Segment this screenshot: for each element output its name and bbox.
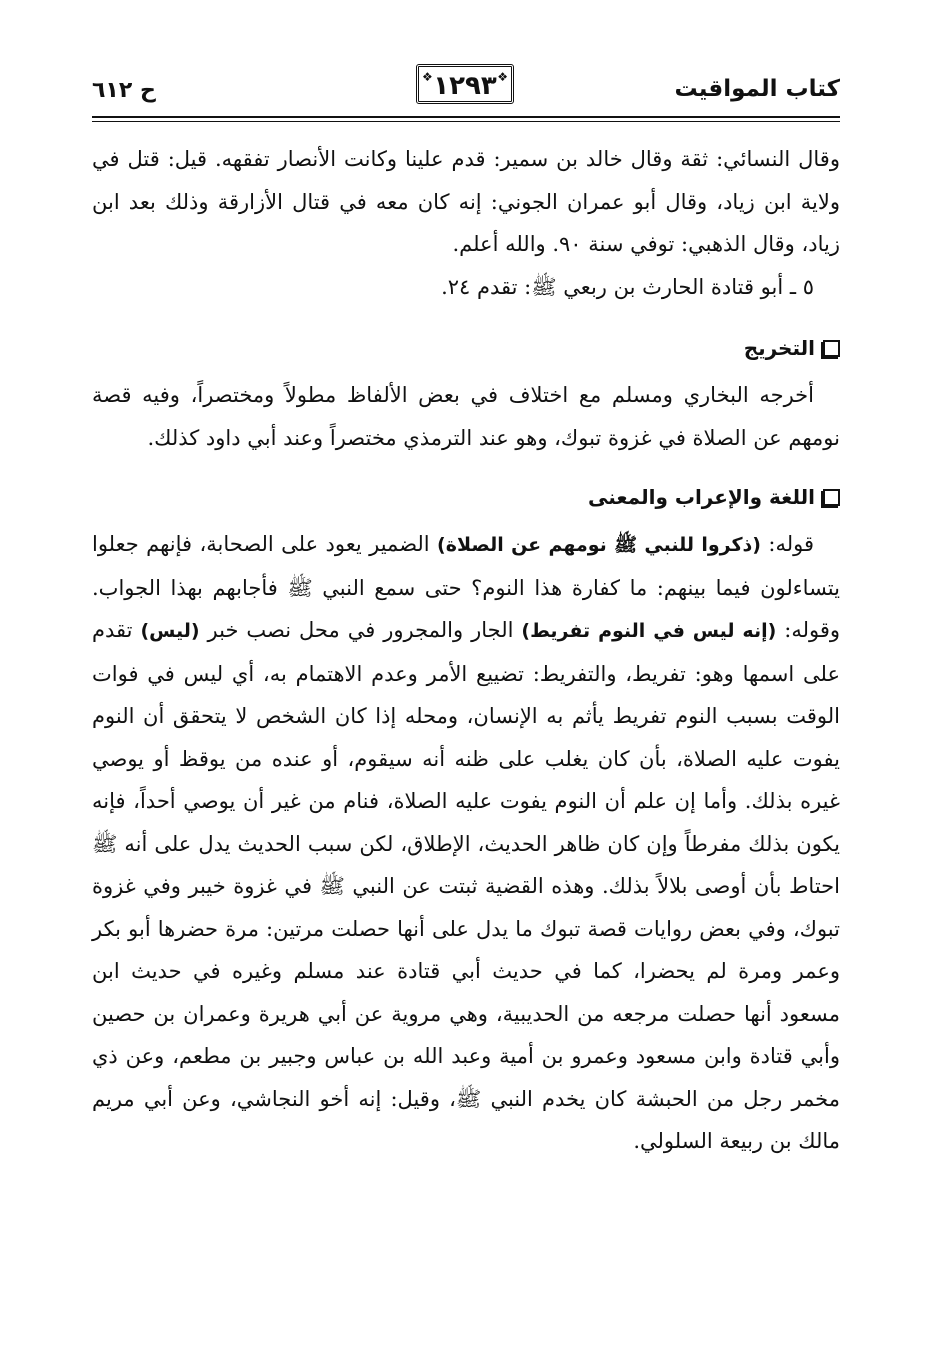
text-run: الجار والمجرور في محل نصب خبر xyxy=(199,618,522,642)
text-run: قوله: xyxy=(760,532,815,556)
intro-paragraph: وقال النسائي: ثقة وقال خالد بن سمير: قدم علينا وكانت الأنصار تفقهه. قيل: قتل في ولاية ابن زياد، وقال أبو عمران الجوني: إنه كان معه في قتال الأزارقة وذلك بعد ابن زياد، وقال الذهبي: توفي سنة ٩٠. والله أعلم. xyxy=(92,147,840,256)
book-title: كتاب المواقيت xyxy=(674,76,840,102)
section-heading-label: التخريج xyxy=(743,336,815,360)
quoted-phrase: (إنه ليس في النوم تفريط) xyxy=(521,620,777,642)
header-divider xyxy=(92,116,840,122)
takhrij-paragraph: أخرجه البخاري ومسلم مع اختلاف في بعض الألفاظ مطولاً ومختصراً، وفيه قصة نومهم عن الصلاة في غزوة تبوك، وهو عند الترمذي مختصراً وعند أبي داود كذلك. xyxy=(92,383,840,450)
page-number-frame xyxy=(416,64,514,104)
page-body xyxy=(92,138,840,1163)
text-run: تقدم على اسمها وهو: تفريط، والتفريط: تضييع الأمر وعدم الاهتمام به، أي ليس في فوات الوقت بسبب النوم تفريط يأثم به الإنسان، ومحله إذا كان الشخص لا يتحقق أن النوم يفوت عليه الصلاة، بأن كان يغلب على ظنه أنه سيقوم، أو عنده من يوقظ أو يوصي غيره بذلك. وأما إن علم أن النوم يفوت عليه الصلاة، فنام من غير أن يوصي أحداً، فإنه يكون بذلك مفرطاً وإن كان ظاهر الحديث، الإطلاق، لكن سبب الحديث يدل على أنه ﷺ احتاط بأن أوصى بلالاً بذلك. وهذه القضية ثبتت عن النبي ﷺ في غزوة خيبر وفي غزوة تبوك، وفي بعض روايات قصة تبوك ما يدل على أنها حصلت مرتين: مرة حضرها أبو بكر وعمر ومرة لم يحضرا، كما في حديث أبي قتادة عند مسلم وغيره في حديث ابن مسعود أنها حصلت مرجعه من الحديبية، وهي مروية عن أبي هريرة وعمران بن حصين وأبي قتادة وابن مسعود وعمرو بن أمية وعبد الله بن عباس وجبير بن مطعم، وعن ذي مخمر رجل من الحبشة كان يخدم النبي ﷺ، وقيل: إنه أخو النجاشي، وعن أبي مريم مالك بن ربيعة السلولي. xyxy=(92,618,840,1153)
page-header xyxy=(92,64,840,118)
text-run: الضمير يعود على الصحابة، فإنهم جعلوا يتساءلون فيما بينهم: ما كفارة هذا النوم؟ حتى سمع النبي ﷺ فأجابهم بهذا الجواب. وقوله: xyxy=(92,532,840,642)
section-heading-takhrij xyxy=(92,332,840,364)
page-number: ١٢٩٣ xyxy=(433,71,497,101)
section-heading-lugha xyxy=(92,481,840,513)
quoted-phrase: (ليس) xyxy=(140,620,200,642)
square-bullet-icon xyxy=(823,340,840,357)
narrator-line: ٥ ـ أبو قتادة الحارث بن ربعي ﷺ: تقدم ٢٤. xyxy=(441,274,814,299)
quoted-phrase: (ذكروا للنبي ﷺ نومهم عن الصلاة) xyxy=(437,534,761,556)
lugha-paragraph xyxy=(92,523,840,1163)
frame-ornament-icon: ❖ xyxy=(497,70,508,84)
section-heading-label: اللغة والإعراب والمعنى xyxy=(587,485,815,509)
frame-ornament-icon: ❖ xyxy=(422,70,433,84)
square-bullet-icon xyxy=(823,489,840,506)
hadith-reference: ح ٦١٢ xyxy=(92,78,156,103)
